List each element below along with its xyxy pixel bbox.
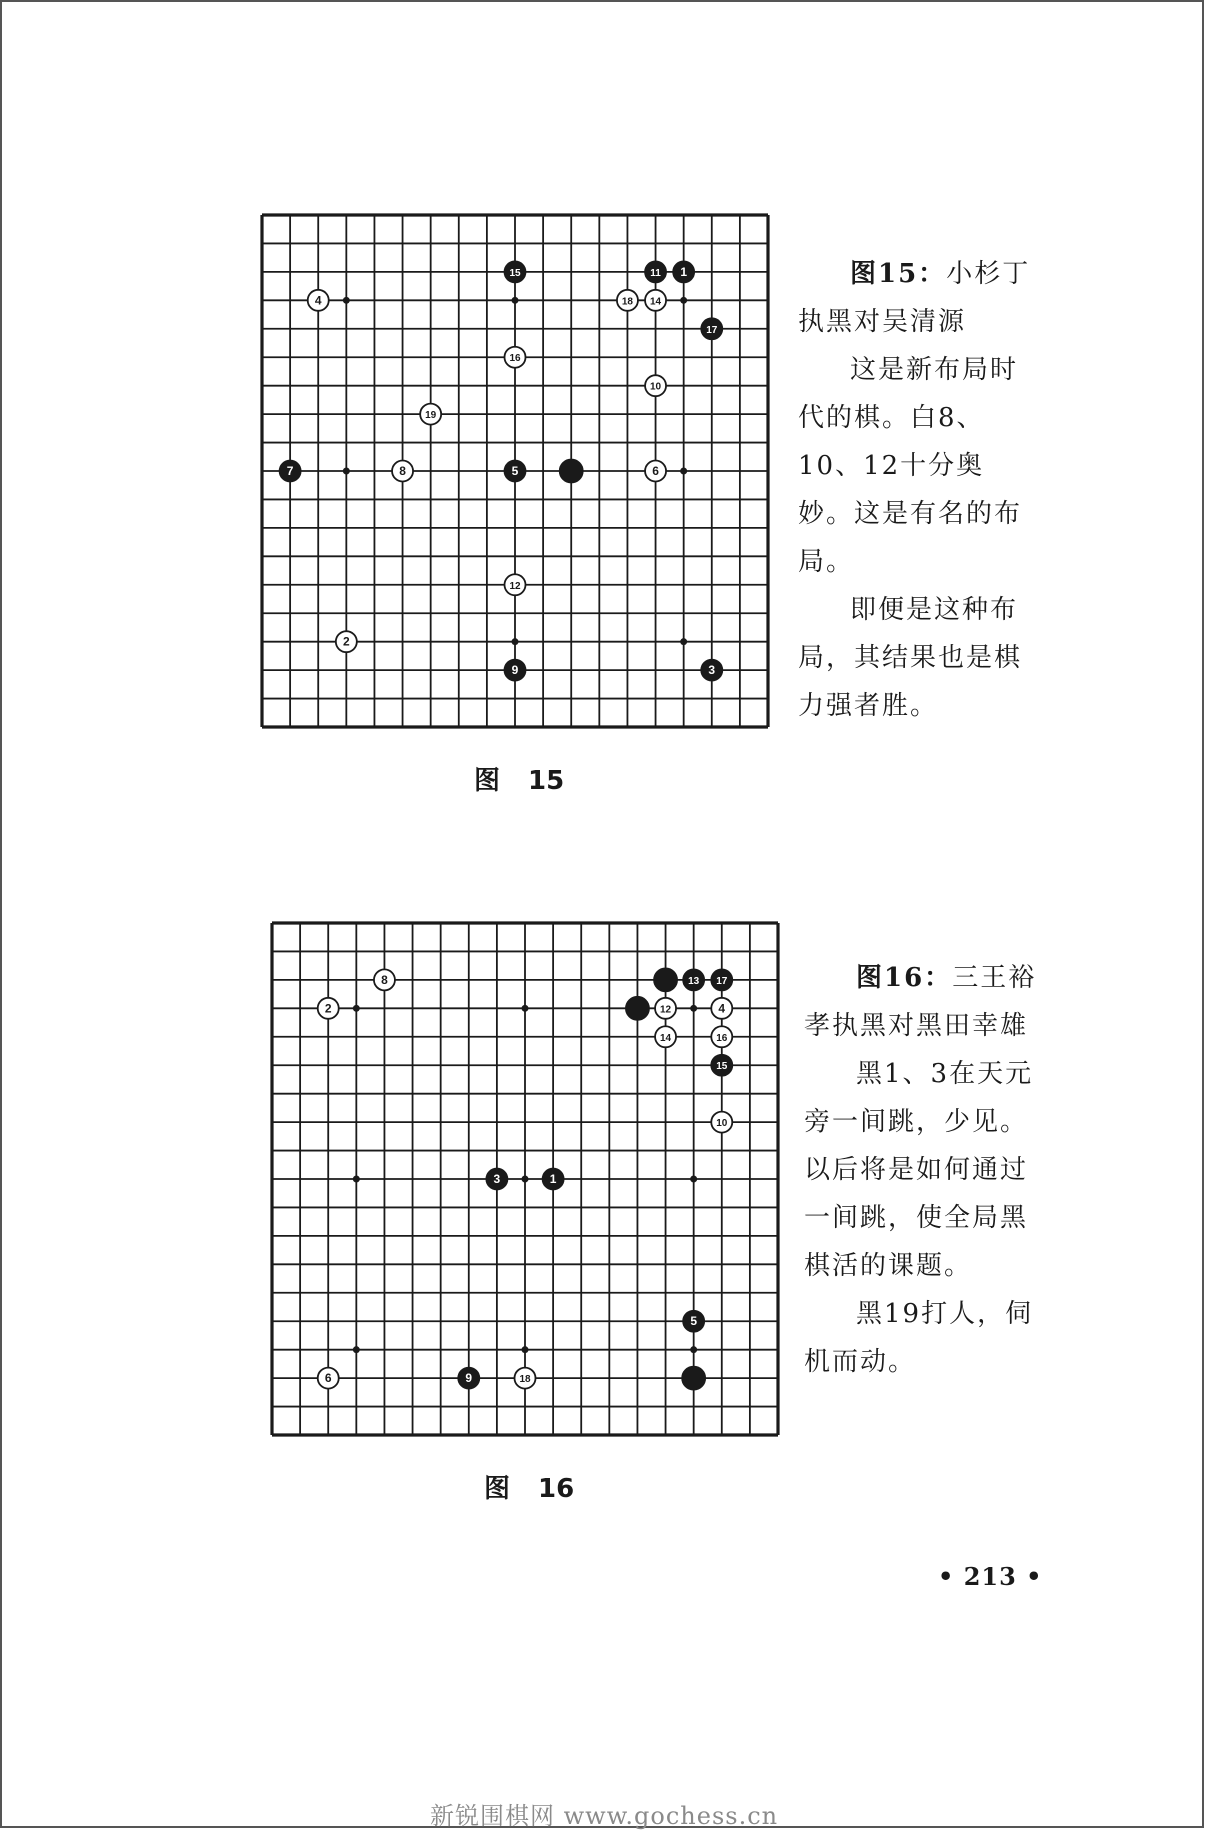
page-number: • 213 •: [938, 1562, 1043, 1591]
stone-black: [645, 261, 666, 282]
stone-black-disc: [626, 997, 649, 1020]
star-point: [512, 297, 519, 304]
move-number-label: 4: [314, 293, 322, 308]
figure-16-caption-title: 图16：: [856, 963, 953, 993]
figure-15-caption: [798, 250, 1040, 730]
move-number-label: 4: [718, 1001, 726, 1016]
move-number-label: 15: [716, 1061, 728, 1073]
move-number-label: 1: [680, 264, 688, 279]
stone-black: [458, 1368, 479, 1389]
stone-white: [645, 461, 666, 482]
stone-white: [711, 1112, 732, 1133]
star-point: [690, 1346, 697, 1353]
move-number-label: 3: [708, 663, 716, 678]
stone-black: [505, 261, 526, 282]
figure-16-caption: [804, 954, 1050, 1386]
go-board-figure-15: [262, 215, 768, 727]
stone-white: [711, 998, 732, 1019]
stone-white: [336, 631, 357, 652]
star-point: [680, 468, 687, 475]
stone-black: [505, 660, 526, 681]
figure-15-caption-players: 小杉丁执黑对吴清源: [798, 259, 1031, 337]
stone-white: [711, 1026, 732, 1047]
move-number-label: 7: [286, 464, 294, 478]
stone-white: [655, 1026, 676, 1047]
move-number-label: 17: [706, 324, 718, 336]
move-number-label: 10: [716, 1118, 728, 1130]
move-number-label: 5: [511, 464, 519, 478]
move-number-label: 18: [621, 296, 634, 308]
stone-white: [515, 1368, 536, 1389]
stone-black-disc: [654, 968, 677, 991]
stone-white: [308, 290, 329, 311]
stone-white: [392, 461, 413, 482]
star-point: [680, 297, 687, 304]
move-number-label: 11: [650, 267, 661, 279]
stone-black: [682, 1367, 705, 1390]
star-point: [690, 1005, 697, 1012]
stone-black: [560, 460, 583, 483]
move-number-label: 16: [716, 1032, 728, 1044]
move-number-label: 12: [509, 580, 521, 592]
move-number-label: 14: [659, 1032, 672, 1044]
star-point: [353, 1176, 360, 1183]
move-number-label: 17: [716, 975, 728, 987]
stone-black: [543, 1169, 564, 1190]
figure-16-label-number: 16: [538, 1474, 575, 1504]
move-number-label: 13: [688, 975, 700, 987]
move-number-label: 1: [549, 1172, 557, 1186]
stone-white: [617, 290, 638, 311]
move-number-label: 5: [690, 1314, 698, 1329]
star-point: [353, 1005, 360, 1012]
stone-black: [626, 997, 649, 1020]
move-number-label: 2: [324, 1001, 332, 1016]
go-board-figure-16: [272, 923, 778, 1435]
stone-white: [318, 998, 339, 1019]
move-number-label: 10: [649, 381, 662, 393]
move-number-label: 16: [509, 353, 521, 365]
stone-black: [673, 261, 694, 282]
move-number-label: 6: [324, 1371, 332, 1386]
stone-white: [420, 404, 441, 425]
star-point: [522, 1005, 529, 1012]
stone-white: [505, 574, 526, 595]
stone-black: [505, 461, 526, 482]
star-point: [522, 1176, 529, 1183]
figure-15-label: [474, 760, 564, 797]
stone-white: [645, 375, 666, 396]
stone-black: [280, 461, 301, 482]
move-number-label: 18: [519, 1374, 531, 1386]
stone-black: [654, 968, 677, 991]
stone-black: [711, 1055, 732, 1076]
move-number-label: 3: [493, 1172, 501, 1186]
move-number-label: 8: [399, 464, 406, 478]
stone-white: [645, 290, 666, 311]
star-point: [690, 1176, 697, 1183]
stone-black: [683, 969, 704, 990]
star-point: [680, 638, 687, 645]
stone-black: [486, 1169, 507, 1190]
move-number-label: 19: [425, 410, 437, 422]
move-number-label: 15: [509, 267, 521, 279]
move-number-label: 8: [381, 972, 388, 987]
stone-black: [701, 660, 722, 681]
watermark: 新锐围棋网 www.gochess.cn: [430, 1802, 779, 1830]
move-number-label: 14: [649, 296, 662, 308]
star-point: [522, 1346, 529, 1353]
star-point: [343, 297, 350, 304]
star-point: [512, 638, 519, 645]
figure-15-caption-title: 图15：: [850, 259, 947, 289]
move-number-label: 2: [342, 634, 350, 649]
figure-16-caption-para1: 黑1、3在天元旁一间跳，少见。以后将是如何通过一间跳，使全局黑棋活的课题。: [804, 1059, 1034, 1281]
move-number-label: 9: [511, 663, 519, 678]
move-number-label: 9: [465, 1371, 473, 1386]
stone-black: [701, 318, 722, 339]
figure-15-label-char: 图: [474, 766, 501, 796]
stone-black: [683, 1311, 704, 1332]
figure-16-caption-para2: 黑19打人，伺机而动。: [804, 1299, 1034, 1377]
stone-black-disc: [560, 460, 583, 483]
move-number-label: 12: [659, 1004, 672, 1016]
stone-black-disc: [682, 1367, 705, 1390]
move-number-label: 6: [652, 464, 659, 478]
figure-16-caption-players: 三王裕孝执黑对黑田幸雄: [804, 963, 1037, 1041]
stone-white: [655, 998, 676, 1019]
stone-white: [505, 347, 526, 368]
star-point: [353, 1346, 360, 1353]
figure-16-label: [484, 1468, 574, 1505]
star-point: [343, 468, 350, 475]
stone-white: [318, 1368, 339, 1389]
figure-15-caption-para1: 这是新布局时代的棋。白8、10、12十分奥妙。这是有名的布局。: [798, 355, 1023, 577]
figure-15-caption-para2: 即便是这种布局，其结果也是棋力强者胜。: [798, 595, 1023, 721]
stone-white: [374, 969, 395, 990]
figure-15-label-number: 15: [528, 766, 565, 796]
figure-16-label-char: 图: [484, 1474, 511, 1504]
stone-black: [711, 969, 732, 990]
